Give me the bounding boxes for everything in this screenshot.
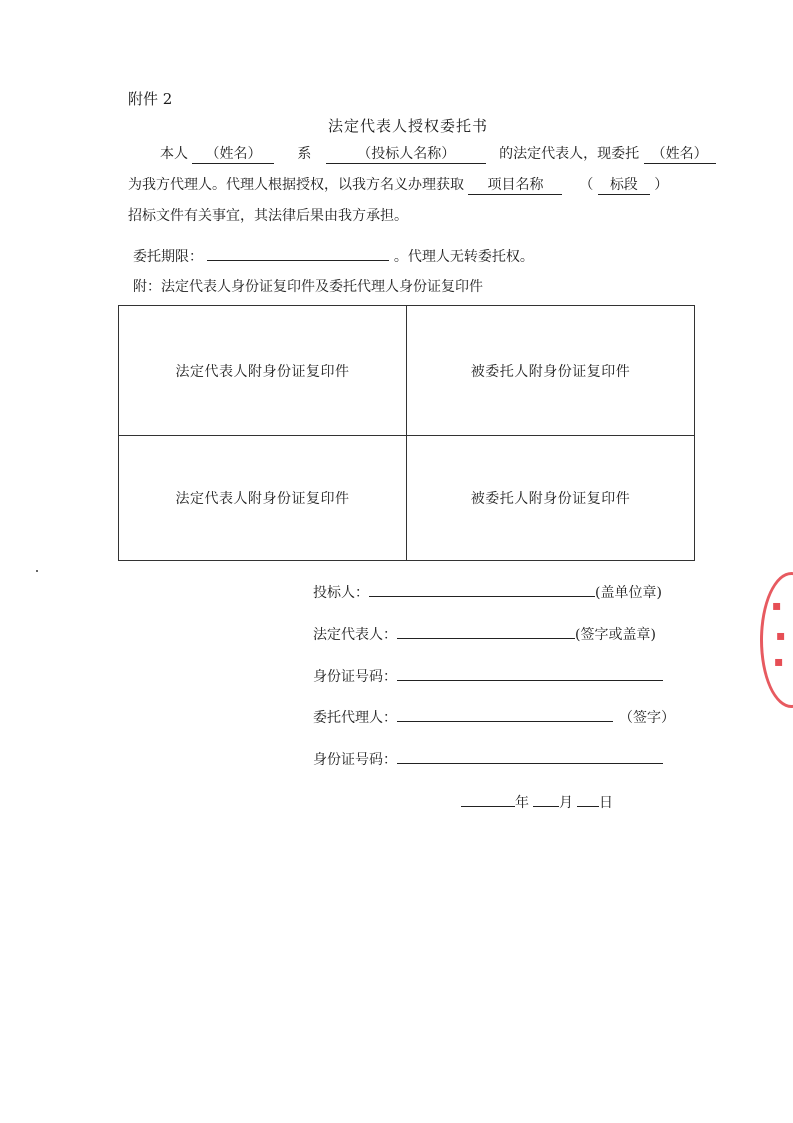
date-line [461,792,613,812]
seal-mark-2: ▪ [776,628,786,644]
attachment-label: 附件 2 [128,90,173,108]
period-line [133,244,534,266]
bidder-sign-line [369,582,595,597]
para2-text-3: ） [654,177,669,193]
grid-cell-legal-rep-2: 法定代表人附身份证复印件 [119,436,407,561]
day-blank [577,792,599,807]
para-line-2 [128,174,668,195]
legal-rep-sign-row [313,624,656,644]
legal-rep-sign-suffix: (签字或盖章) [575,627,656,643]
para1-text-2: 系 [297,146,312,162]
grid-cell-agent-1: 被委托人附身份证复印件 [407,306,695,436]
agent-sign-suffix: （签字） [619,710,675,726]
project-name-blank: 项目名称 [468,176,562,195]
id-number-line-2 [397,749,663,764]
para1-text-1: 本人 [160,146,188,162]
para-line-3: 招标文件有关事宜，其法律后果由我方承担。 [128,208,408,224]
seal-mark-1: ▪ [772,598,782,614]
month-blank [533,792,559,807]
bidder-sign-row [313,582,662,602]
scan-speck [36,570,38,572]
id-number-line-1 [397,666,663,681]
id-number-label-2: 身份证号码： [313,752,397,768]
year-label: 年 [515,795,529,811]
period-label: 委托期限： [133,249,203,265]
legal-rep-sign-line [397,624,575,639]
para-line-1 [160,143,716,164]
id-number-row-1 [313,666,663,686]
id-number-row-2 [313,749,663,769]
attachment-note: 附：法定代表人身份证复印件及委托代理人身份证复印件 [133,279,483,295]
seal-mark-3: ▪ [774,654,784,670]
period-tail: 。代理人无转委托权。 [393,249,534,265]
bidder-sign-suffix: (盖单位章) [595,585,662,601]
agent-sign-line [397,707,613,722]
year-blank [461,792,515,807]
para2-text-1: 为我方代理人。代理人根据授权，以我方名义办理获取 [128,177,464,193]
bidder-sign-label: 投标人： [313,585,369,601]
grid-cell-agent-2: 被委托人附身份证复印件 [407,436,695,561]
bidder-name-blank: （投标人名称） [326,145,486,164]
legal-rep-sign-label: 法定代表人： [313,627,397,643]
grid-cell-legal-rep-1: 法定代表人附身份证复印件 [119,306,407,436]
document-title: 法定代表人授权委托书 [328,117,489,135]
month-label: 月 [559,795,573,811]
agent-sign-row [313,707,675,727]
para2-text-2: （ [579,177,594,193]
id-number-label-1: 身份证号码： [313,669,397,685]
day-label: 日 [599,795,613,811]
section-blank: 标段 [598,176,650,195]
id-copy-grid [118,305,695,561]
period-blank [207,244,389,261]
agent-name-blank: （姓名） [644,145,716,164]
name-blank: （姓名） [192,145,274,164]
agent-sign-label: 委托代理人： [313,710,397,726]
para1-text-3: 的法定代表人，现委托 [499,146,640,162]
